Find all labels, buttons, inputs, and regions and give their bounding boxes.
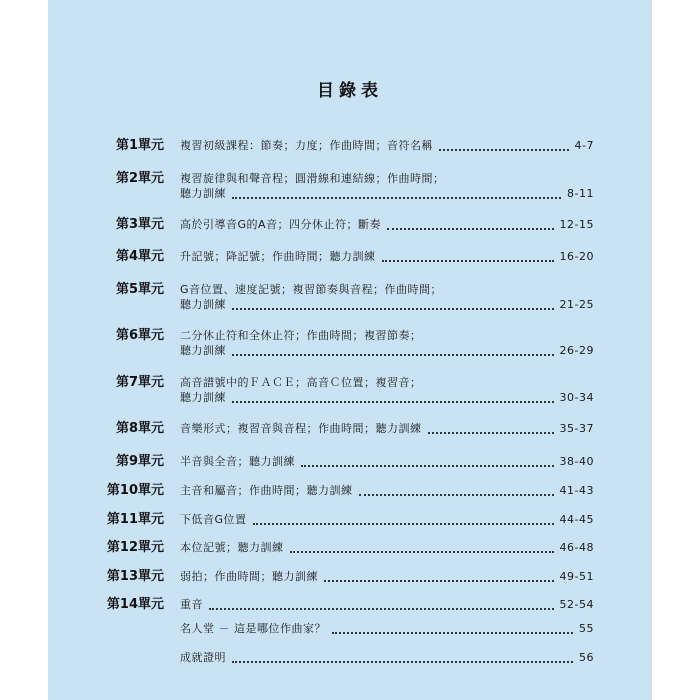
entry-line [180,570,594,584]
page-range: 26-29 [559,344,594,357]
page-range: 16-20 [559,250,594,263]
dot-leader [209,607,554,610]
entry-line [180,484,594,498]
unit-label: 第1單元 [115,138,164,153]
toc-page [48,0,652,700]
entry-topic-continued: 聽力訓練 [180,187,226,200]
page-range: 21-25 [559,298,594,311]
dot-leader [232,400,554,403]
page-range: 8-11 [567,187,594,200]
page-range: 4-7 [574,139,594,152]
dot-leader [439,148,569,151]
entry-line [180,376,510,390]
entry-topic: 半音與全音；聽力訓練 [180,455,295,468]
entry-line [180,455,594,469]
entry-line [180,598,594,612]
entry-line [180,541,594,555]
unit-label: 第3單元 [115,217,164,232]
entry-line [180,139,594,153]
unit-label: 第6單元 [115,328,164,343]
entry-line [180,283,510,297]
page-range: 55 [579,622,594,635]
page-range: 30-34 [559,391,594,404]
entry-line [180,391,594,405]
entry-topic: 主音和屬音；作曲時間；聽力訓練 [180,484,353,497]
entry-topic: 弱拍；作曲時間；聽力訓練 [180,570,318,583]
unit-label: 第14單元 [106,597,164,612]
entry-topic: G音位置、速度記號；複習節奏與音程；作曲時間； [180,283,443,296]
unit-label: 第4單元 [115,249,164,264]
entry-line [180,187,594,201]
dot-leader [324,579,554,582]
page-range: 46-48 [559,541,594,554]
entry-topic: 名人堂 － 這是哪位作曲家？ [180,622,326,635]
entry-line [180,250,594,264]
dot-leader [232,353,554,356]
dot-leader [301,464,554,467]
entry-line [180,344,594,358]
page-range: 49-51 [559,570,594,583]
entry-topic-continued: 聽力訓練 [180,298,226,311]
entry-line [180,329,510,343]
unit-label: 第2單元 [115,171,164,186]
entry-topic: 複習初級課程：節奏；力度；作曲時間；音符名稱 [180,139,433,152]
entry-line [180,622,594,636]
entry-line [180,513,594,527]
unit-label: 第7單元 [115,375,164,390]
entry-topic: 下低音G位置 [180,513,247,526]
dot-leader [232,307,554,310]
unit-label: 第5單元 [115,282,164,297]
entry-topic-continued: 聽力訓練 [180,391,226,404]
unit-label: 第13單元 [106,569,164,584]
dot-leader [253,522,554,525]
page-range: 52-54 [559,598,594,611]
unit-label: 第9單元 [115,454,164,469]
entry-topic: 音樂形式；複習音與音程；作曲時間；聽力訓練 [180,422,422,435]
dot-leader [387,227,553,230]
entry-line [180,422,594,436]
entry-topic: 本位記號；聽力訓練 [180,541,284,554]
entry-topic: 高於引導音G的A音；四分休止符；斷奏 [180,218,382,231]
entry-topic: 升記號；降記號；作曲時間；聽力訓練 [180,250,376,263]
entry-line [180,651,594,665]
dot-leader [232,196,561,199]
unit-label: 第8單元 [115,421,164,436]
page-range: 56 [579,651,594,664]
entry-topic-continued: 聽力訓練 [180,344,226,357]
entry-topic: 高音譜號中的ＦＡＣＥ；高音Ｃ位置；複習音； [180,376,422,389]
dot-leader [332,631,573,634]
table-of-contents [48,0,652,700]
page-range: 41-43 [559,484,594,497]
entry-line [180,218,594,232]
entry-line [180,172,510,186]
unit-label: 第10單元 [106,483,164,498]
unit-label: 第11單元 [106,512,164,527]
dot-leader [428,431,554,434]
dot-leader [290,550,554,553]
dot-leader [232,660,573,663]
page-range: 12-15 [559,218,594,231]
entry-line [180,298,594,312]
entry-topic: 重音 [180,598,203,611]
page-range: 38-40 [559,455,594,468]
unit-label: 第12單元 [106,540,164,555]
entry-topic: 成就證明 [180,651,226,664]
entry-topic: 二分休止符和全休止符；作曲時間；複習節奏； [180,329,422,342]
page-title: 目錄表 [317,81,383,101]
page-range: 44-45 [559,513,594,526]
page-range: 35-37 [559,422,594,435]
dot-leader [359,493,554,496]
dot-leader [382,259,554,262]
entry-topic: 複習旋律與和聲音程；圓滑線和連結線；作曲時間； [180,172,445,185]
